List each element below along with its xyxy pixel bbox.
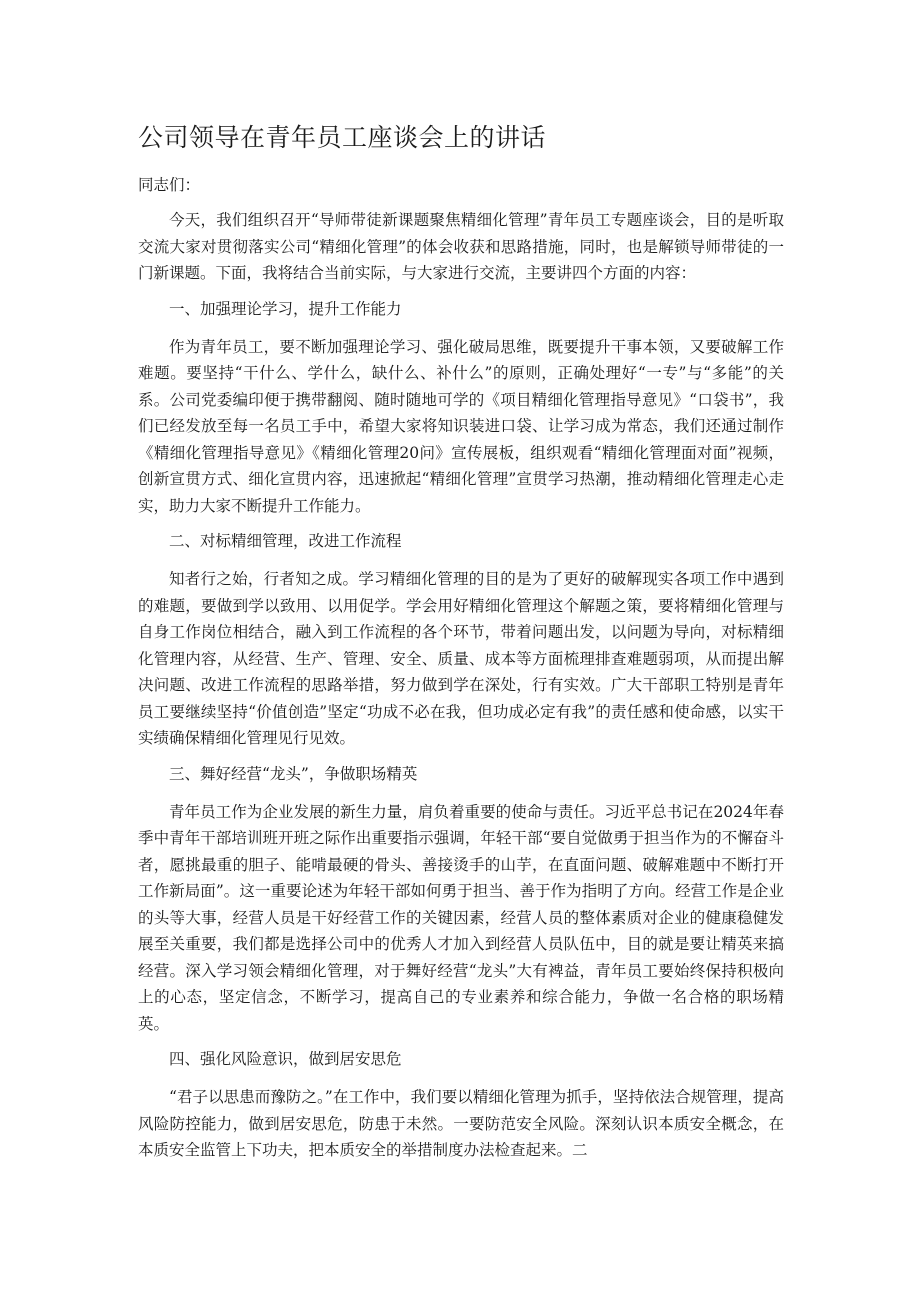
section-3-heading: 三、舞好经营“龙头”，争做职场精英 [169, 764, 418, 783]
section-2-body: 知者行之始，行者知之成。学习精细化管理的目的是为了更好的破解现实各项工作中遇到的难题，要做到学以致用、以用促学。学会用好精细化管理这个解题之策，要将精细化管理与自身工作岗位相结合，融入到工作流程的各个环节，带着问题出发，以问题为导向，对标精细化管理内容，从经营、生产、管理、安全、质量、成本等方面梳理排查难题弱项，从而提出解决问题、改进工作流程的思路举措，努力做到学在深处，行有实效。广大干部职工特别是青年员工要继续坚持“价值创造”坚定“功成不必在我，但功成必定有我”的责任感和使命感，以实干实绩确保精细化管理见行见效。 [138, 570, 784, 747]
document-page [138, 118, 784, 1173]
section-4-body: “君子以思患而豫防之。”在工作中，我们要以精细化管理为抓手，坚持依法合规管理，提高风险防控能力，做到居安思危，防患于未然。一要防范安全风险。深刻认识本质安全概念，在本质安全监管上下功夫，把本质安全的举措制度办法检查起来。二 [138, 1088, 784, 1159]
section-1-heading: 一、加强理论学习，提升工作能力 [169, 299, 402, 318]
document-title: 公司领导在青年员工座谈会上的讲话 [138, 123, 547, 152]
section-2-heading: 二、对标精细管理，改进工作流程 [169, 532, 402, 550]
section-4-heading: 四、强化风险意识，做到居安思危 [169, 1050, 402, 1068]
salutation: 同志们： [138, 176, 201, 194]
section-3-body: 青年员工作为企业发展的新生力量，肩负着重要的使命与责任。习近平总书记在2024年春季中青年干部培训班开班之际作出重要指示强调，年轻干部“要自觉做勇于担当作为的不懈奋斗者，愿挑最重的胆子、能啃最硬的骨头、善接烫手的山芋，在直面问题、破解难题中不断打开工作新局面”。这一重要论述为年轻干部如何勇于担当、善于作为指明了方向。经营工作是企业的头等大事，经营人员是干好经营工作的关键因素，经营人员的整体素质对企业的健康稳健发展至关重要，我们都是选择公司中的优秀人才加入到经营人员队伍中，目的就是要让精英来搞经营。深入学习领会精细化管理，对于舞好经营“龙头”大有裨益，青年员工要始终保持积极向上的心态，坚定信念，不断学习，提高自己的专业素养和综合能力，争做一名合格的职场精英。 [138, 802, 784, 1033]
intro-paragraph: 今天，我们组织召开“导师带徒新课题聚焦精细化管理”青年员工专题座谈会，目的是听取交流大家对贯彻落实公司“精细化管理”的体会收获和思路措施，同时，也是解锁导师带徒的一门新课题。下面，我将结合当前实际，与大家进行交流，主要讲四个方面的内容： [138, 211, 784, 282]
section-1-body: 作为青年员工，要不断加强理论学习、强化破局思维，既要提升干事本领，又要破解工作难题。要坚持“干什么、学什么，缺什么、补什么”的原则，正确处理好“一专”与“多能”的关系。公司党委编印便于携带翻阅、随时随地可学的《项目精细化管理指导意见》“口袋书”，我们已经发放至每一名员工手中，希望大家将知识装进口袋、让学习成为常态，我们还通过制作《精细化管理指导意见》《精细化管理20问》宣传展板，组织观看“精细化管理面对面”视频，创新宣贯方式、细化宣贯内容，迅速掀起“精细化管理”宣贯学习热潮，推动精细化管理走心走实，助力大家不断提升工作能力。 [138, 337, 784, 515]
